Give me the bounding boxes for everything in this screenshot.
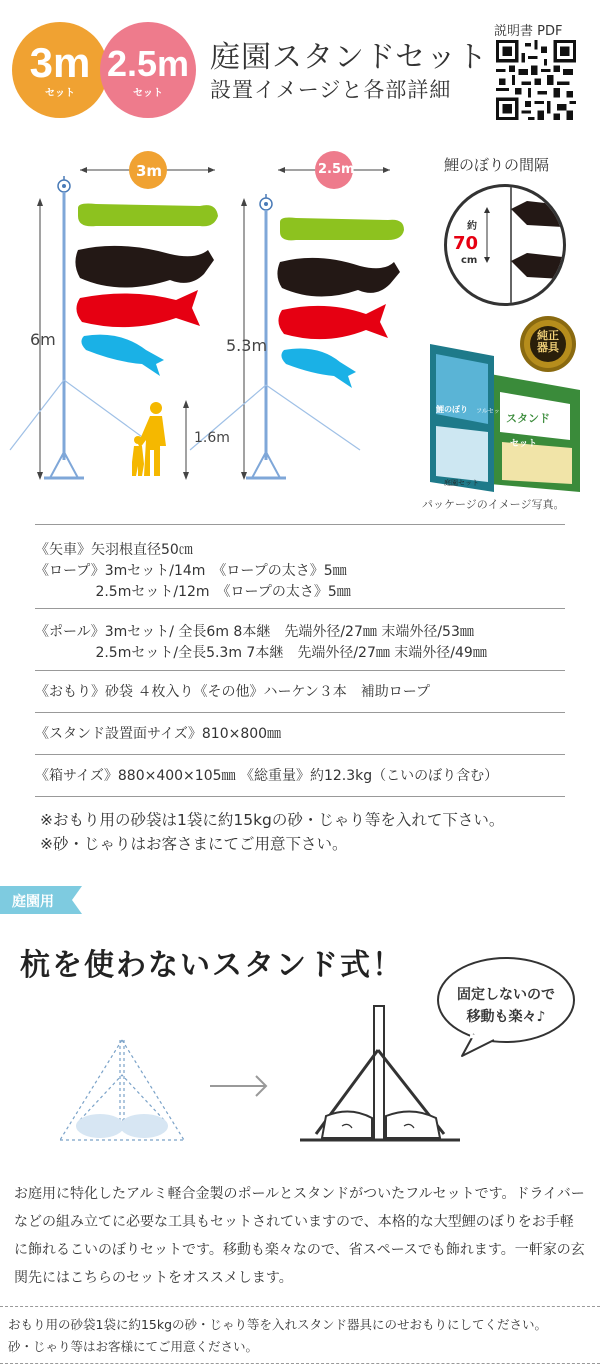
- spec-block-stand-size: [35, 724, 565, 745]
- note-sandbag: ※おもり用の砂袋は1袋に約15kgの砂・じゃり等を入れて下さい。: [40, 811, 505, 829]
- height-label-6m: 6m: [30, 330, 56, 349]
- person-height-arrow: [183, 400, 189, 480]
- width-label-25m: 2.5m: [318, 162, 355, 177]
- badge-3m-set: [12, 22, 108, 118]
- badge-3m-sub: セット: [45, 88, 75, 99]
- gap-unit: cm: [461, 255, 478, 266]
- footer-line-2: 砂・じゃり等はお客様にてご用意ください。: [8, 1339, 259, 1354]
- badge-25m-set: [100, 22, 196, 118]
- seal-text: 純正器具: [537, 329, 559, 354]
- box-label-full: フルセット: [476, 408, 506, 415]
- spec-line: 《箱サイズ》880×400×105㎜ 《総重量》約12.3kg（こいのぼり含む）: [35, 768, 499, 784]
- gap-title: 鯉のぼりの間隔: [444, 156, 550, 174]
- divider: [35, 796, 565, 797]
- page-subtitle: 設置イメージと各部詳細: [210, 78, 452, 102]
- stand-style: [300, 1006, 460, 1140]
- width-label-3m: 3m: [136, 162, 163, 180]
- spec-block-weight: [35, 682, 565, 703]
- garden-description: お庭用に特化したアルミ軽合金製のポールとスタンドがついたフルセットです。ドライバーなどの組み立てに必要な工具もセットされていますので、本格的な大型鯉のぼりをお手軽に飾れるこいのぼりセットです。移動も楽々なので、省スペースでも飾れます。一軒家の玄関先にはこちらのセットをオススメします。: [14, 1186, 585, 1286]
- height-label-53m: 5.3m: [226, 336, 268, 355]
- spec-block-pole: [35, 622, 565, 664]
- box-label-garden: 庭園セット: [444, 479, 479, 487]
- spec-block-yaguruma-rope: [35, 540, 565, 603]
- garden-tag-label: 庭園用: [12, 894, 54, 910]
- stake-vs-stand-illustration: [60, 1000, 480, 1160]
- divider: [35, 754, 565, 755]
- box-label-stand: スタンド: [506, 412, 550, 425]
- qr-code-icon[interactable]: [496, 40, 576, 120]
- box-label-set: セット: [510, 439, 538, 449]
- gap-prefix: 約: [467, 221, 477, 232]
- box-label-top: 鯉のぼり: [436, 405, 468, 414]
- footer-line-1: おもり用の砂袋1袋に約15kgの砂・じゃり等を入れスタンド器具にのせおもりにしてください。: [8, 1317, 548, 1332]
- page-title: 庭園スタンドセット: [210, 40, 489, 75]
- note-gravel: ※砂・じゃりはお客さまにてご用意下さい。: [40, 835, 348, 853]
- badge-3m-size: 3m: [29, 39, 91, 86]
- spec-line: 2.5mセット/全長5.3m 7本継 先端外径/27㎜ 末端外径/49㎜: [35, 645, 487, 661]
- divider: [35, 524, 565, 525]
- stake-style-dashed: [60, 1040, 184, 1140]
- bubble-line-2: 移動も楽々♪: [466, 1009, 546, 1025]
- arrow-right-icon: [210, 1076, 266, 1096]
- divider: [35, 670, 565, 671]
- divider: [35, 712, 565, 713]
- footer-note-box: [0, 1306, 600, 1364]
- divider: [35, 608, 565, 609]
- spec-line: 《スタンド設置面サイズ》810×800㎜: [35, 726, 282, 742]
- spec-line: 《矢車》矢羽根直径50㎝: [35, 542, 193, 558]
- spec-block-box-size: [35, 766, 565, 787]
- badge-25m-sub: セット: [133, 88, 163, 99]
- badge-25m-size: 2.5m: [106, 43, 190, 84]
- person-height-label: 1.6m: [194, 430, 230, 446]
- carp-streamers-25m: [277, 218, 404, 389]
- gap-value: 70: [453, 233, 479, 254]
- qr-label: 説明書 PDF: [494, 24, 563, 39]
- spec-line: 2.5mセット/12m 《ロープの太さ》5㎜: [35, 584, 351, 600]
- spec-line: 《おもり》砂袋 ４枚入り《その他》ハーケン３本 補助ロープ: [35, 684, 431, 700]
- carp-streamers-3m: [75, 204, 218, 377]
- spec-line: 《ポール》3mセット/ 全長6m 8本継 先端外径/27㎜ 末端外径/53㎜: [35, 624, 474, 640]
- package-image: [430, 314, 590, 492]
- garden-headline: 杭を使わないスタンド式！: [20, 948, 404, 983]
- spec-line: 《ロープ》3mセット/14m 《ロープの太さ》5㎜: [35, 563, 347, 579]
- gap-detail-circle: [444, 184, 566, 306]
- package-caption: パッケージのイメージ写真。: [422, 498, 565, 511]
- bubble-line-1: 固定しないので: [457, 987, 555, 1003]
- person-silhouette: [132, 402, 166, 476]
